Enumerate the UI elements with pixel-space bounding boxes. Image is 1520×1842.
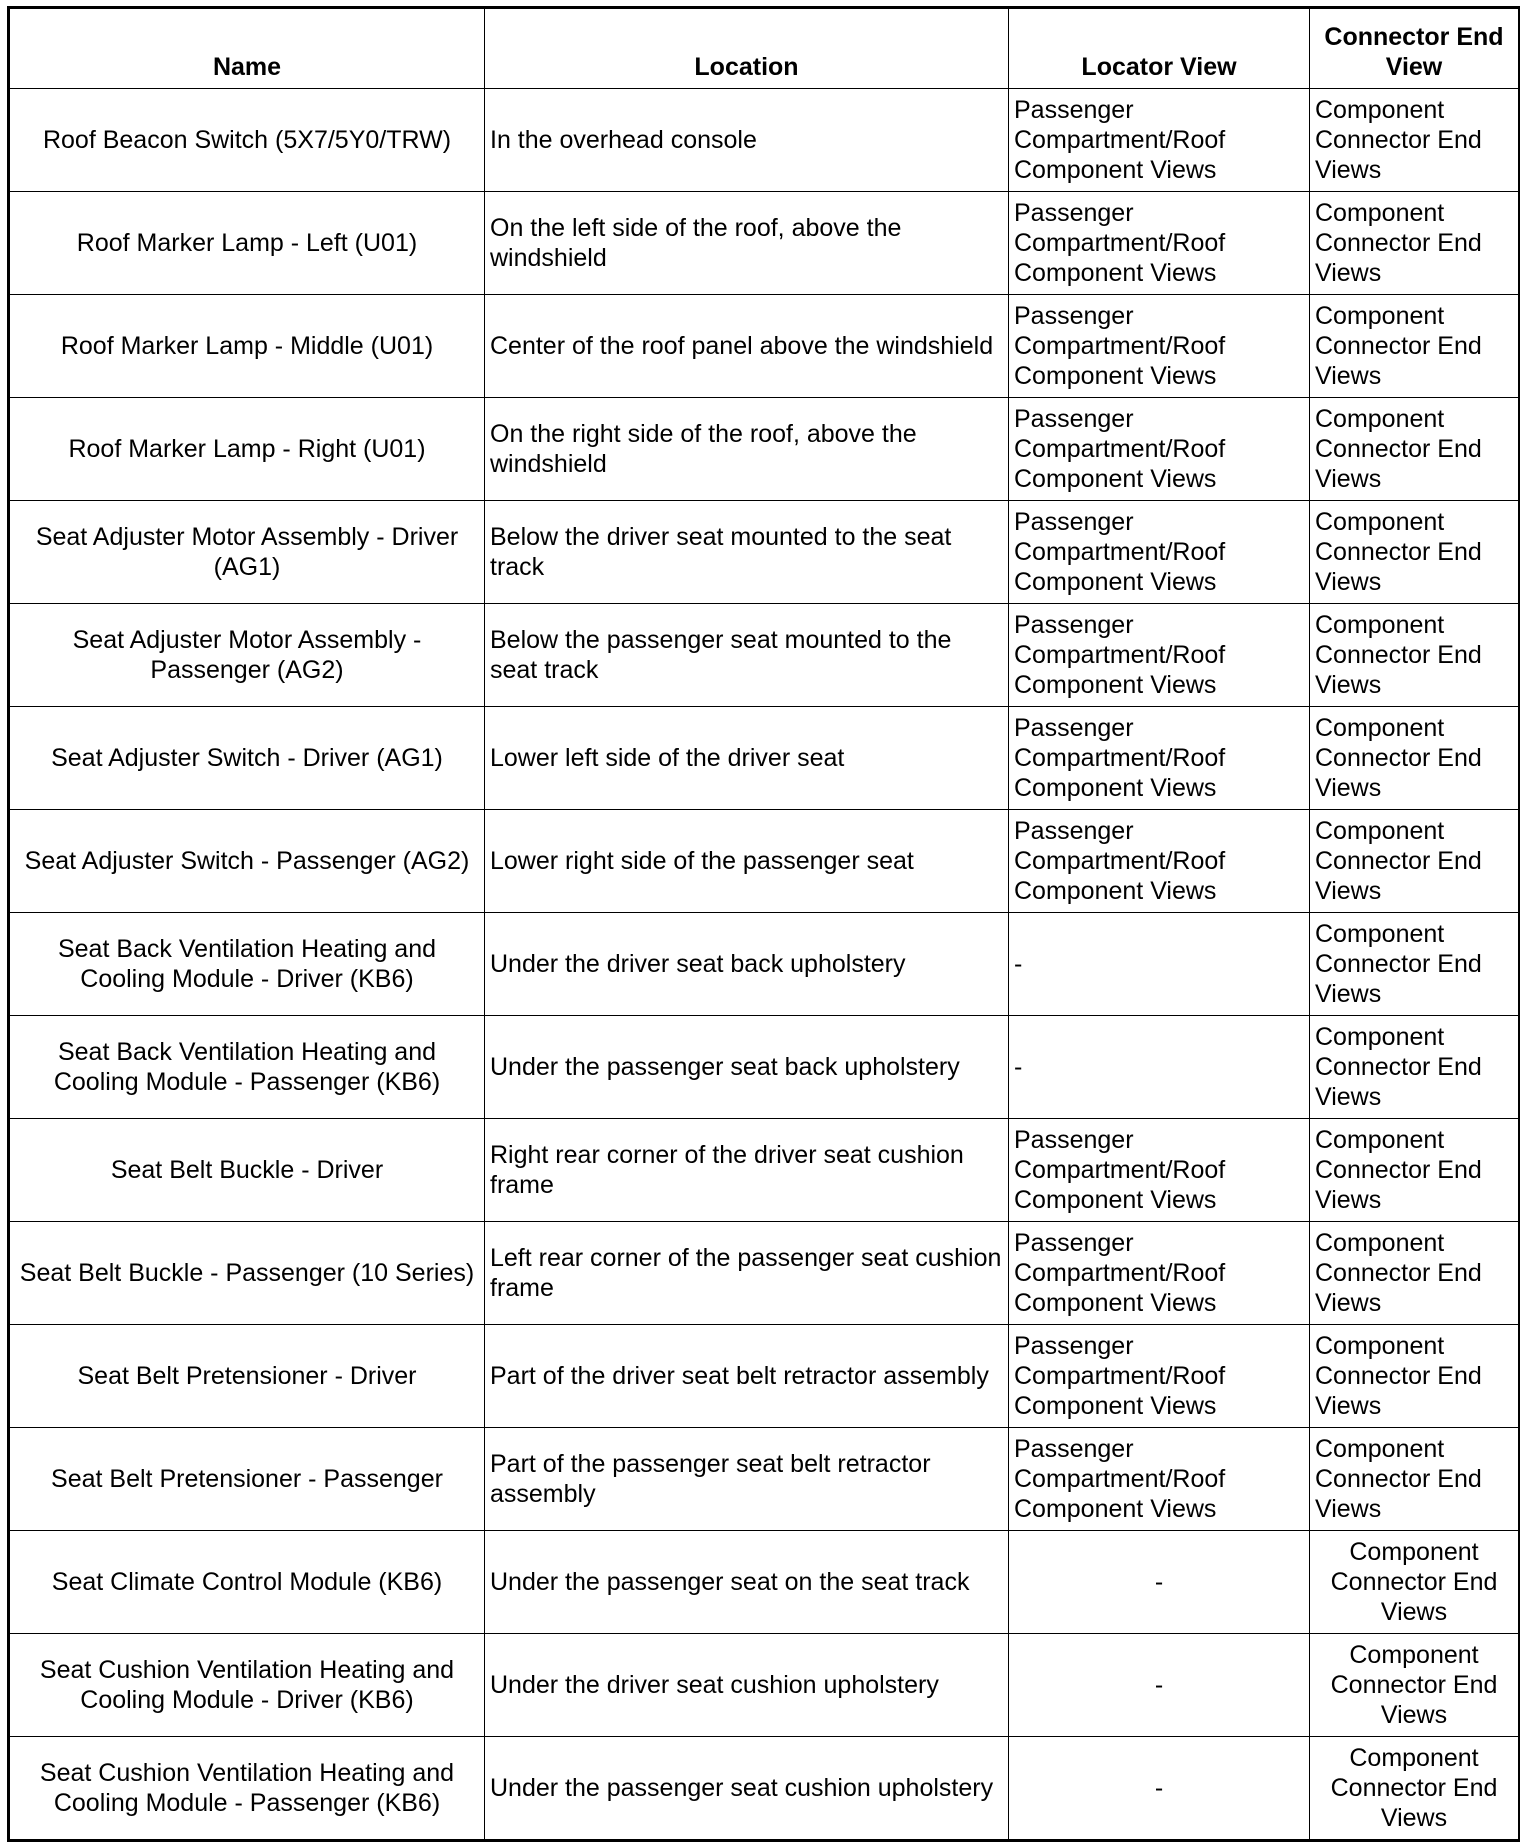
cell-connector-end-view: Component Connector End Views bbox=[1310, 1016, 1520, 1119]
cell-location: Under the driver seat back upholstery bbox=[485, 913, 1009, 1016]
cell-locator-view: Passenger Compartment/Roof Component Views bbox=[1009, 604, 1310, 707]
cell-name: Seat Belt Buckle - Passenger (10 Series) bbox=[9, 1222, 485, 1325]
cell-name: Seat Cushion Ventilation Heating and Cooling Module - Passenger (KB6) bbox=[9, 1737, 485, 1841]
cell-location: Below the passenger seat mounted to the seat track bbox=[485, 604, 1009, 707]
table-header-row bbox=[9, 8, 1520, 89]
cell-location: On the left side of the roof, above the windshield bbox=[485, 192, 1009, 295]
cell-connector-end-view: Component Connector End Views bbox=[1310, 1531, 1520, 1634]
table-row bbox=[9, 1325, 1520, 1428]
table-row bbox=[9, 295, 1520, 398]
cell-locator-view: Passenger Compartment/Roof Component Views bbox=[1009, 810, 1310, 913]
cell-name: Seat Back Ventilation Heating and Cooling Module - Driver (KB6) bbox=[9, 913, 485, 1016]
table-row bbox=[9, 810, 1520, 913]
cell-name: Seat Adjuster Motor Assembly - Passenger (AG2) bbox=[9, 604, 485, 707]
cell-locator-view: Passenger Compartment/Roof Component Views bbox=[1009, 398, 1310, 501]
cell-connector-end-view: Component Connector End Views bbox=[1310, 1737, 1520, 1841]
cell-locator-view: Passenger Compartment/Roof Component Views bbox=[1009, 707, 1310, 810]
cell-connector-end-view: Component Connector End Views bbox=[1310, 398, 1520, 501]
cell-connector-end-view: Component Connector End Views bbox=[1310, 1222, 1520, 1325]
component-locator-table bbox=[7, 6, 1520, 1842]
table-row bbox=[9, 913, 1520, 1016]
cell-location: On the right side of the roof, above the windshield bbox=[485, 398, 1009, 501]
cell-connector-end-view: Component Connector End Views bbox=[1310, 192, 1520, 295]
cell-location: Below the driver seat mounted to the seat track bbox=[485, 501, 1009, 604]
cell-connector-end-view: Component Connector End Views bbox=[1310, 295, 1520, 398]
cell-connector-end-view: Component Connector End Views bbox=[1310, 810, 1520, 913]
cell-location: Part of the driver seat belt retractor assembly bbox=[485, 1325, 1009, 1428]
header-connector-end-view: Connector End View bbox=[1310, 8, 1520, 89]
cell-connector-end-view: Component Connector End Views bbox=[1310, 1325, 1520, 1428]
cell-name: Seat Climate Control Module (KB6) bbox=[9, 1531, 485, 1634]
cell-name: Roof Marker Lamp - Middle (U01) bbox=[9, 295, 485, 398]
table-row bbox=[9, 1222, 1520, 1325]
header-name: Name bbox=[9, 8, 485, 89]
table-row bbox=[9, 398, 1520, 501]
cell-location: Lower left side of the driver seat bbox=[485, 707, 1009, 810]
table-row bbox=[9, 1531, 1520, 1634]
cell-location: Under the passenger seat cushion upholstery bbox=[485, 1737, 1009, 1841]
cell-locator-view: - bbox=[1009, 1531, 1310, 1634]
header-location: Location bbox=[485, 8, 1009, 89]
cell-locator-view: Passenger Compartment/Roof Component Views bbox=[1009, 192, 1310, 295]
cell-location: In the overhead console bbox=[485, 89, 1009, 192]
cell-locator-view: Passenger Compartment/Roof Component Views bbox=[1009, 1119, 1310, 1222]
cell-location: Under the passenger seat back upholstery bbox=[485, 1016, 1009, 1119]
cell-location: Under the passenger seat on the seat track bbox=[485, 1531, 1009, 1634]
cell-name: Seat Cushion Ventilation Heating and Cooling Module - Driver (KB6) bbox=[9, 1634, 485, 1737]
cell-connector-end-view: Component Connector End Views bbox=[1310, 604, 1520, 707]
table-row bbox=[9, 1119, 1520, 1222]
table-row bbox=[9, 1737, 1520, 1841]
table-row bbox=[9, 501, 1520, 604]
cell-name: Seat Back Ventilation Heating and Cooling Module - Passenger (KB6) bbox=[9, 1016, 485, 1119]
cell-locator-view: - bbox=[1009, 1634, 1310, 1737]
cell-location: Lower right side of the passenger seat bbox=[485, 810, 1009, 913]
cell-location: Under the driver seat cushion upholstery bbox=[485, 1634, 1009, 1737]
cell-name: Roof Marker Lamp - Left (U01) bbox=[9, 192, 485, 295]
cell-name: Roof Marker Lamp - Right (U01) bbox=[9, 398, 485, 501]
cell-locator-view: Passenger Compartment/Roof Component Views bbox=[1009, 1222, 1310, 1325]
cell-connector-end-view: Component Connector End Views bbox=[1310, 89, 1520, 192]
cell-name: Seat Adjuster Switch - Passenger (AG2) bbox=[9, 810, 485, 913]
cell-location: Center of the roof panel above the windshield bbox=[485, 295, 1009, 398]
cell-location: Left rear corner of the passenger seat cushion frame bbox=[485, 1222, 1009, 1325]
cell-locator-view: Passenger Compartment/Roof Component Views bbox=[1009, 1325, 1310, 1428]
cell-name: Seat Belt Buckle - Driver bbox=[9, 1119, 485, 1222]
cell-locator-view: Passenger Compartment/Roof Component Views bbox=[1009, 501, 1310, 604]
cell-location: Part of the passenger seat belt retractor assembly bbox=[485, 1428, 1009, 1531]
cell-name: Seat Adjuster Motor Assembly - Driver (AG1) bbox=[9, 501, 485, 604]
cell-connector-end-view: Component Connector End Views bbox=[1310, 913, 1520, 1016]
cell-locator-view: - bbox=[1009, 1737, 1310, 1841]
table-body bbox=[9, 89, 1520, 1841]
table-row bbox=[9, 604, 1520, 707]
cell-locator-view: Passenger Compartment/Roof Component Views bbox=[1009, 89, 1310, 192]
table-row bbox=[9, 1016, 1520, 1119]
cell-name: Roof Beacon Switch (5X7/5Y0/TRW) bbox=[9, 89, 485, 192]
cell-connector-end-view: Component Connector End Views bbox=[1310, 501, 1520, 604]
cell-connector-end-view: Component Connector End Views bbox=[1310, 1428, 1520, 1531]
cell-locator-view: - bbox=[1009, 1016, 1310, 1119]
cell-name: Seat Adjuster Switch - Driver (AG1) bbox=[9, 707, 485, 810]
table-row bbox=[9, 707, 1520, 810]
cell-locator-view: - bbox=[1009, 913, 1310, 1016]
cell-locator-view: Passenger Compartment/Roof Component Views bbox=[1009, 1428, 1310, 1531]
component-locator-table-container bbox=[7, 6, 1518, 1842]
cell-locator-view: Passenger Compartment/Roof Component Views bbox=[1009, 295, 1310, 398]
table-row bbox=[9, 1428, 1520, 1531]
cell-connector-end-view: Component Connector End Views bbox=[1310, 1119, 1520, 1222]
header-locator-view: Locator View bbox=[1009, 8, 1310, 89]
cell-connector-end-view: Component Connector End Views bbox=[1310, 707, 1520, 810]
cell-name: Seat Belt Pretensioner - Driver bbox=[9, 1325, 485, 1428]
cell-connector-end-view: Component Connector End Views bbox=[1310, 1634, 1520, 1737]
cell-location: Right rear corner of the driver seat cushion frame bbox=[485, 1119, 1009, 1222]
table-row bbox=[9, 192, 1520, 295]
table-row bbox=[9, 1634, 1520, 1737]
table-row bbox=[9, 89, 1520, 192]
cell-name: Seat Belt Pretensioner - Passenger bbox=[9, 1428, 485, 1531]
